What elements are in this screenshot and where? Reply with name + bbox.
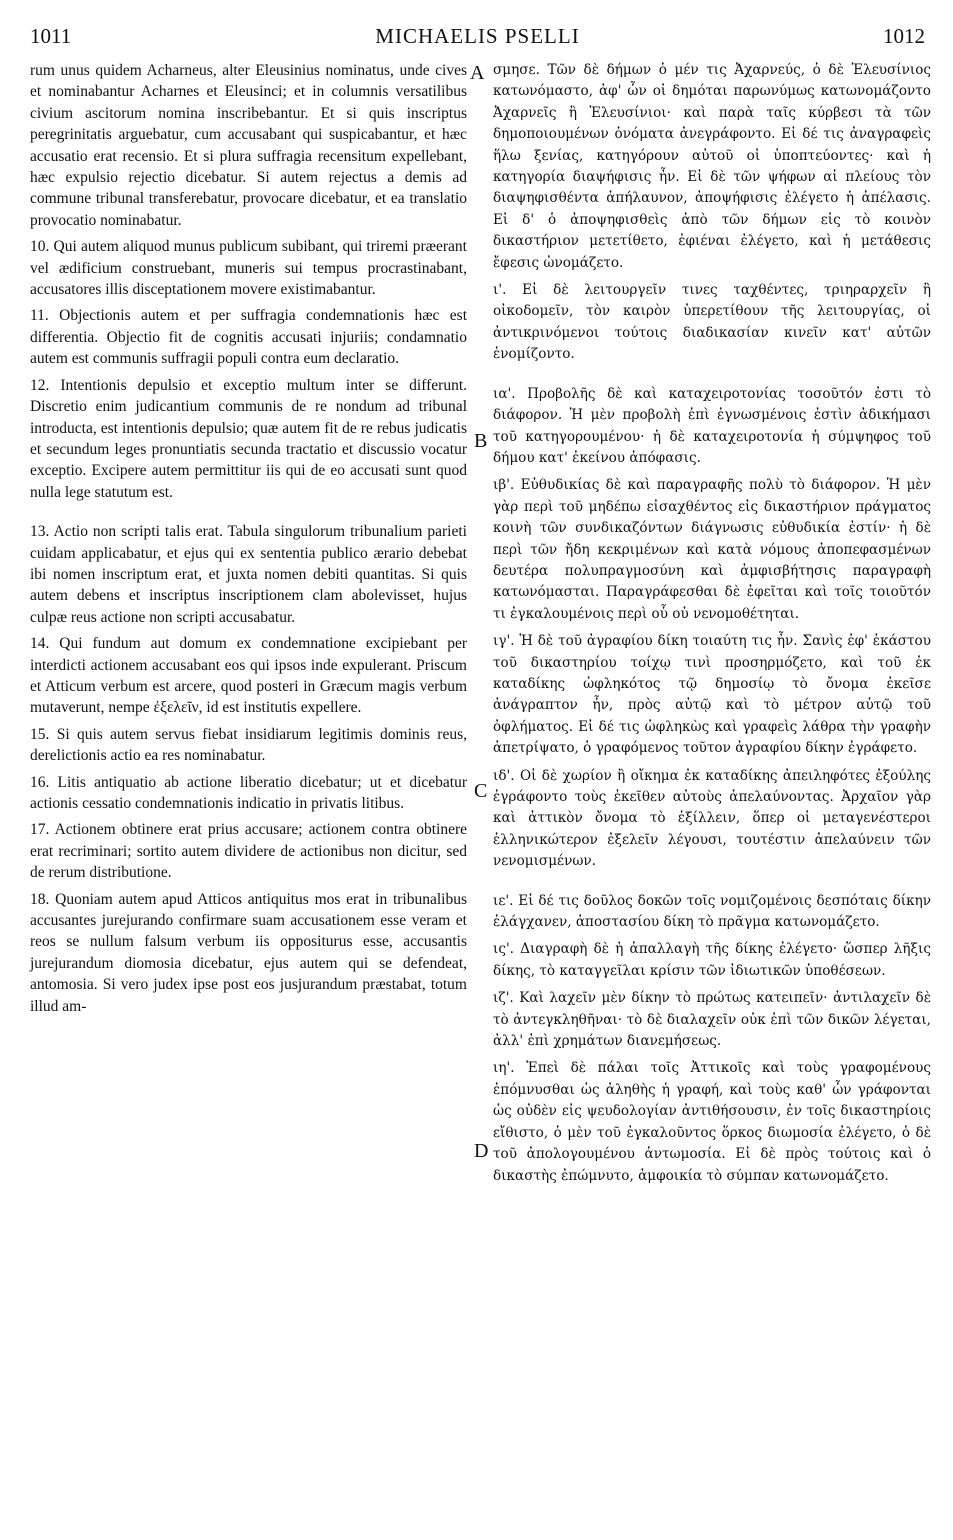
greek-paragraph: ιδ'. Οἱ δὲ χωρίον ἢ οἴκημα ἐκ καταδίκης ἀπειληφότες ἐξούλης ἐγράφοντο τοὺς ἐκεῖθεν αὐτοὺς ἀπελαύνοντας. Ἀρχαῖον γὰρ καὶ ἀττικὸν ὄνομα τὸ ἐξίλλειν, ὅπερ οἱ μεταγενέστεροι ἑλληνικώτερον ἐξελεῖν λέγουσι, τουτέστιν ἀπελαύνειν τῶν νενομισμένων. [493, 767, 931, 870]
latin-paragraph: rum unus quidem Acharneus, alter Eleusinius nominatus, unde cives et nominabantur Acharnes et Eleusinci; et in columnis versatilibus civium ascitorum nomina inscribebantur. Et si quis inscriptus peregrinitatis arguebatur, cum accusabant qui suspicabantur, et hæc accusatio erat recensio. Et si plura suffragia recensitum expellebant, hæc expulsio rejectio dicebatur. Si autem rejectus a demis ad commune tribunal transferebatur, provocare dicebatur, et ea translatio provocatio nominabatur. [30, 62, 467, 229]
greek-paragraph: ιη'. Ἐπεὶ δὲ πάλαι τοῖς Ἀττικοῖς καὶ τοὺς γραφομένους ἐπόμνυσθαι ὡς ἀληθὴς ἡ γραφή, καὶ τοὺς καθ' ὧν γράφονται ὡς οὐδὲν εἰς ψευδολογίαν ἀντιθήσουσιν, ἐν τοῖς δικαστηρίοις εἴθιστο, ὁ μὲν τοῦ ἐγκαλοῦντος ὅρκος διωμοσία ἐλέγετο, ὁ δὲ τοῦ ἀπολογουμένου ἀντωμοσία. Εἰ δὲ πρὸς τούτοις καὶ ὁ δικαστὴς ἐπώμνυτο, ἀμφοικία τὸ σύμπαν κατωνομάζετο. [493, 1060, 931, 1184]
margin-marker-b: B [474, 430, 488, 452]
latin-column [30, 60, 467, 1022]
margin-marker-d: D [474, 1140, 489, 1162]
greek-paragraph: ις'. Διαγραφὴ δὲ ἡ ἀπαλλαγὴ τῆς δίκης ἐλέγετο· ὥσπερ λῆξις δίκης, τὸ καταγγεῖλαι κρίσιν τῶν ἰδιωτικῶν ὑποθέσεων. [493, 941, 931, 979]
greek-paragraph: ιε'. Εἰ δέ τις δοῦλος δοκῶν τοῖς νομιζομένοις δεσπόταις δίκην ἐλάγχανεν, ἀποστασίου δίκη τὸ πρᾶγμα κατωνομάζετο. [493, 892, 931, 931]
running-header [30, 24, 925, 52]
greek-paragraph: ια'. Προβολῆς δὲ καὶ καταχειροτονίας τοσοῦτόν ἐστι τὸ διάφορον. Ἡ μὲν προβολὴ ἐπὶ ἐγνωσμένοις ἐστὶν ἀδικήμασι τοῦ κατηγορουμένου· ἡ δὲ καταχειροτονία ἡ σύμψηφος τοῦ δήμου κατ' ἐκείνου ἀπόφασις. [493, 385, 931, 466]
greek-column [493, 60, 931, 1193]
latin-paragraph: 11. Objectionis autem et per suffragia condemnationis hæc est differentia. Objectio fit de cognitis accusati injuriis; condamnatio autem est communis suffragii populi contra eum declaratio. [30, 307, 467, 368]
latin-paragraph: 12. Intentionis depulsio et exceptio multum inter se differunt. Discretio enim judicantium communis de re nondum ad tribunal introducta, est intentionis depulsio; quæ autem fit de re rebus judicatis et secundum leges pronuntiatis secunda tractatio et discussio vocatur exceptio. Excipere autem permittitur iis qui de eo accusati sunt quod nulla lege statutum est. [30, 376, 467, 501]
margin-marker-a: A [470, 62, 485, 84]
page-number-left: 1011 [30, 24, 72, 48]
latin-paragraph: 14. Qui fundum aut domum ex condemnatione excipiebant per interdicti actionem accusabant eos qui ipsos inde expulerant. Priscum et Atticum verbum est arcere, quod posteri in Græcum magis verbum mutaverunt, nempe ἐξελεῖν, id est institutis expellere. [30, 635, 467, 717]
greek-paragraph: ι'. Εἰ δὲ λειτουργεῖν τινες ταχθέντες, τριηραρχεῖν ἢ οἰκοδομεῖν, τὸν καιρὸν ὑπερετίθουν τῆς λειτουργίας, οἱ ἀντικρινόμενοι τούτοις διαδικασίαν κινεῖν κατ' αὐτῶν ἐνομίζοντο. [493, 282, 931, 363]
running-title: MICHAELIS PSELLI [375, 24, 580, 48]
margin-marker-c: C [474, 780, 488, 802]
greek-paragraph: ιγ'. Ἡ δὲ τοῦ ἀγραφίου δίκη τοιαύτη τις ἦν. Σανὶς ἐφ' ἑκάστου τοῦ δικαστηρίου τοίχῳ τινὶ προσηρμόζετο, καὶ τοῦ ἐκ καταδίκης ὠφληκότος τῷ δημοσίῳ τὸ ὄνομα ἐκεῖσε ἀνάγραπτον ἦν, πρὸς αὐτῷ καὶ τὸ μέτρον αὐτῷ τοῦ ὀφλήματος. Εἰ δέ τις ὠφληκὼς καὶ γραφεὶς λάθρα τὴν γραφὴν ἀπετρίψατο, ὁ γραφόμενος τοῦτον ἀγραφίου δίκην ἐγράφετο. [493, 633, 931, 757]
greek-paragraph: ιβ'. Εὐθυδικίας δὲ καὶ παραγραφῆς πολὺ τὸ διάφορον. Ἡ μὲν γὰρ περὶ τοῦ μηδέπω εἰσαχθέντος εἰς δικαστήριον πράγματος κοινὴ τῶν συνδικαζόντων διάγνωσις εὐθυδικία ἐστίν· ἡ δὲ περὶ τῶν ἤδη κεκριμένων καὶ κατὰ νόμους ἀποπεφασμένων δευτέρα πολυπραγμοσύνη καὶ ἀμφισβήτησις παραγραφὴ κατωνόμασται. Παραγράφεσθαι δὲ ἐφεῖται καὶ τοῖς τοιοῦτόν τι ἐγκαλουμένοις περὶ οὗ οὐ νενομοθέτηται. [493, 477, 931, 622]
greek-paragraph: ιζ'. Καὶ λαχεῖν μὲν δίκην τὸ πρώτως κατειπεῖν· ἀντιλαχεῖν δὲ τὸ ἀντεγκληθῆναι· τὸ δὲ διαλαχεῖν οὐκ ἐπὶ τῶν δικῶν λέγεται, ἀλλ' ἐπὶ χρημάτων διανεμήσεως. [493, 990, 931, 1050]
latin-paragraph: 17. Actionem obtinere erat prius accusare; actionem contra obtinere erat recriminari; sortito autem dividere de actionibus non dicitur, sed de rerum distributione. [30, 821, 467, 882]
latin-paragraph: 15. Si quis autem servus fiebat insidiarum legitimis dominis reus, derelictionis actio ea res nominabatur. [30, 725, 467, 765]
latin-paragraph: 16. Litis antiquatio ab actione liberatio dicebatur; ut et dicebatur actionis cessatio condemnationis indicatio in privatis litibus. [30, 773, 467, 812]
page-number-right: 1012 [883, 24, 925, 48]
latin-paragraph: 18. Quoniam autem apud Atticos antiquitus mos erat in tribunalibus accusantes jurejurando confirmare suam accusationem esse veram et reos se nullum falsum verbum iis oppositurus esse, accusantis jurejurandum diomosia dicebatur, ejus autem qui se defendeat, antomosia. Si vero judex ipse post eos jusjurandum præstabat, totum illud am- [30, 890, 467, 1015]
latin-paragraph: 13. Actio non scripti talis erat. Tabula singulorum tribunalium parieti cuidam applicabatur, et ejus qui ex sententia publico ærario debebat ibi nomen inscriptum erat, et juxta nomen debiti quantitas. Si quis autem debens et inscriptus inscriptionem clam abolevisset, hujus culpæ reus actione non scripti accusabatur. [30, 523, 467, 626]
greek-paragraph: σμησε. Τῶν δὲ δήμων ὁ μέν τις Ἀχαρνεύς, ὁ δὲ Ἐλευσίνιος κατωνόμαστο, ἀφ' ὧν οἱ δημόται παρωνύμως κατωνομάζοντο Ἀχαρνεῖς ἢ Ἐλευσίνιοι· καὶ παρὰ ταῖς κύρβεσι τὰ τῶν δημοποιουμένων ὀνόματα ἀνεγράφοντο. Εἰ δέ τις ἀναγραφεὶς ἥλω ξενίας, κατηγόρουν αὐτοῦ οἱ ὑποπτεύοντες· καὶ ἡ κατηγορία διαψήφισις ἦν. Εἰ δὲ τῶν ψήφων αἱ πλείους τὸν διαψηφισθέντα ἀπήλαυνον, ἀποψήφισις ἐλέγετο ἡ ἀπέλασις. Εἰ δ' ὁ ἀποψηφισθεὶς ἀπὸ τῶν δήμων εἰς τὸ κοινὸν δικαστήριον μετετίθετο, ἐφιέναι ἐλέγετο, καὶ ἡ μετάθεσις ἔφεσις ὠνομάζετο. [493, 62, 931, 271]
latin-paragraph: 10. Qui autem aliquod munus publicum subibant, qui triremi præerant vel ædificium construebant, muneris sui tempus procrastinabant, accusatores illis disceptationem movere existimabantur. [30, 238, 467, 299]
